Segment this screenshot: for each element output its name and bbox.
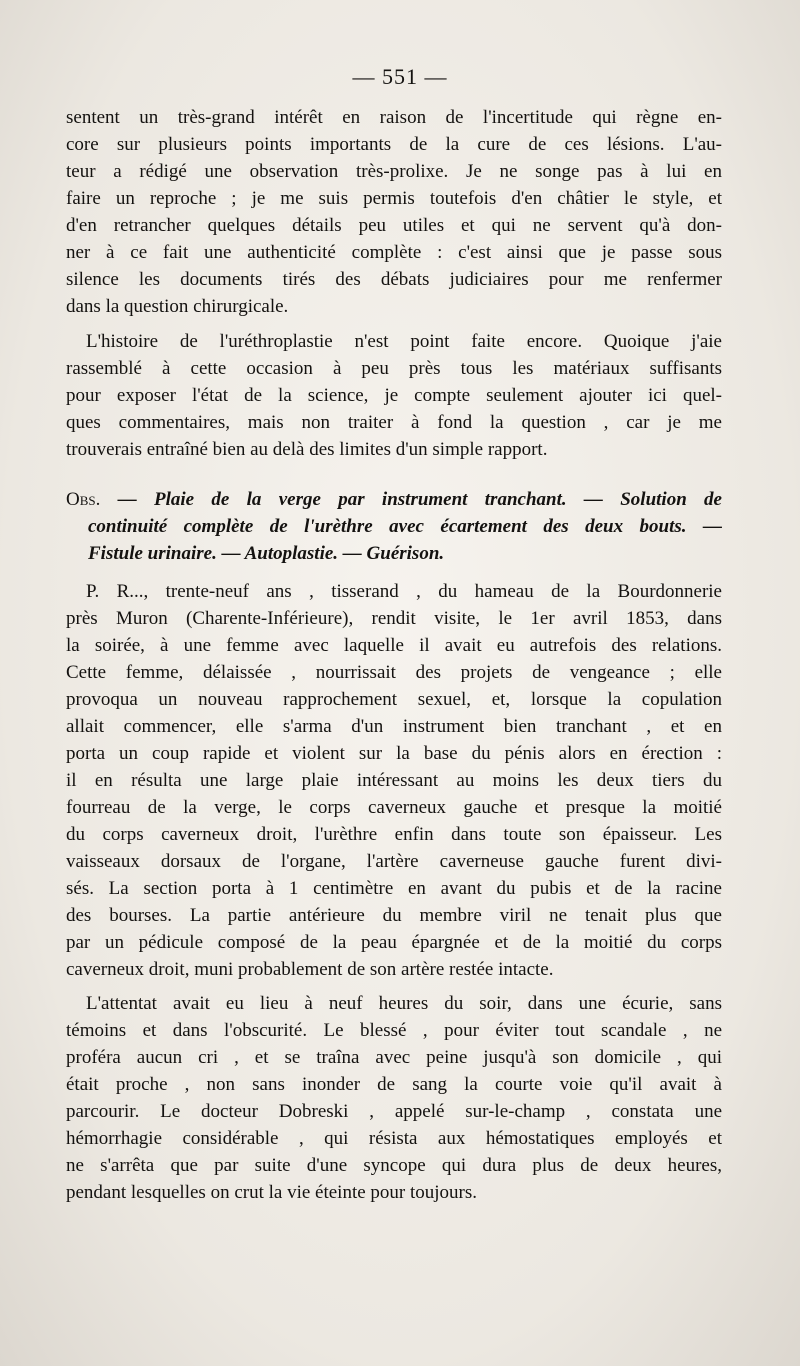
text-line: il en résulta une large plaie intéressant au moins les deux tiers du (66, 770, 722, 791)
observation-title-line: continuité complète de l'urèthre avec écartement des deux bouts. — (88, 516, 722, 537)
observation-label: Obs. (66, 489, 101, 510)
text-line: allait commencer, elle s'arma d'un instrument bien tranchant , et en (66, 716, 722, 737)
page-number: — 551 — (352, 64, 448, 89)
text-line: Cette femme, délaissée , nourrissait des projets de vengeance ; elle (66, 662, 722, 683)
observation-heading (66, 486, 722, 513)
text-line: hémorrhagie considérable , qui résista aux hémostatiques employés et (66, 1128, 722, 1149)
text-line: par un pédicule composé de la peau épargnée et de la moitié du corps (66, 932, 722, 953)
text-line: dans la question chirurgicale. (66, 296, 289, 317)
text-line: sés. La section porta à 1 centimètre en avant du pubis et de la racine (66, 878, 722, 899)
observation-title: — Plaie de la verge par instrument tranchant. — Solution de (117, 489, 722, 510)
text-line: la soirée, à une femme avec laquelle il avait eu autrefois des relations. (66, 635, 722, 656)
text-line: silence les documents tirés des débats judiciaires pour me renfermer (66, 269, 722, 290)
text-line: core sur plusieurs points importants de la cure de ces lésions. L'au- (66, 134, 722, 155)
text-line: ner à ce fait une authenticité complète : c'est ainsi que je passe sous (66, 242, 722, 263)
text-line: provoqua un nouveau rapprochement sexuel, et, lorsque la copulation (66, 689, 722, 710)
text-line: P. R..., trente-neuf ans , tisserand , du hameau de la Bourdonnerie (86, 581, 722, 602)
text-line: était proche , non sans inonder de sang la courte voie qu'il avait à (66, 1074, 722, 1095)
text-line: témoins et dans l'obscurité. Le blessé , pour éviter tout scandale , ne (66, 1020, 722, 1041)
text-line: L'attentat avait eu lieu à neuf heures du soir, dans une écurie, sans (86, 993, 722, 1014)
text-line: sentent un très-grand intérêt en raison de l'incertitude qui règne en- (66, 107, 722, 128)
text-line: teur a rédigé une observation très-prolixe. Je ne songe pas à lui en (66, 161, 722, 182)
text-line: faire un reproche ; je me suis permis toutefois d'en châtier le style, et (66, 188, 722, 209)
text-line: parcourir. Le docteur Dobreski , appelé sur-le-champ , constata une (66, 1101, 722, 1122)
text-line: vaisseaux dorsaux de l'organe, l'artère caverneuse gauche furent divi- (66, 851, 722, 872)
text-line: porta un coup rapide et violent sur la base du pénis alors en érection : (66, 743, 722, 764)
text-line: du corps caverneux droit, l'urèthre enfin dans toute son épaisseur. Les (66, 824, 722, 845)
text-line: ne s'arrêta que par suite d'une syncope qui dura plus de deux heures, (66, 1155, 722, 1176)
text-line: rassemblé à cette occasion à peu près tous les matériaux suffisants (66, 358, 722, 379)
text-line: proféra aucun cri , et se traîna avec peine jusqu'à son domicile , qui (66, 1047, 722, 1068)
text-line: trouverais entraîné bien au delà des limites d'un simple rapport. (66, 439, 548, 460)
text-line: L'histoire de l'uréthroplastie n'est point faite encore. Quoique j'aie (86, 331, 722, 352)
text-line: des bourses. La partie antérieure du membre viril ne tenait plus que (66, 905, 722, 926)
text-line: ques commentaires, mais non traiter à fond la question , car je me (66, 412, 722, 433)
text-line: caverneux droit, muni probablement de son artère restée intacte. (66, 959, 554, 980)
observation-title-line: Fistule urinaire. — Autoplastie. — Guérison. (88, 543, 445, 564)
text-line: d'en retrancher quelques détails peu utiles et qui ne servent qu'à don- (66, 215, 722, 236)
text-line: près Muron (Charente-Inférieure), rendit visite, le 1er avril 1853, dans (66, 608, 722, 629)
text-line: pendant lesquelles on crut la vie éteinte pour toujours. (66, 1182, 478, 1203)
text-line: pour exposer l'état de la science, je compte seulement ajouter ici quel- (66, 385, 722, 406)
text-line: fourreau de la verge, le corps caverneux gauche et presque la moitié (66, 797, 722, 818)
